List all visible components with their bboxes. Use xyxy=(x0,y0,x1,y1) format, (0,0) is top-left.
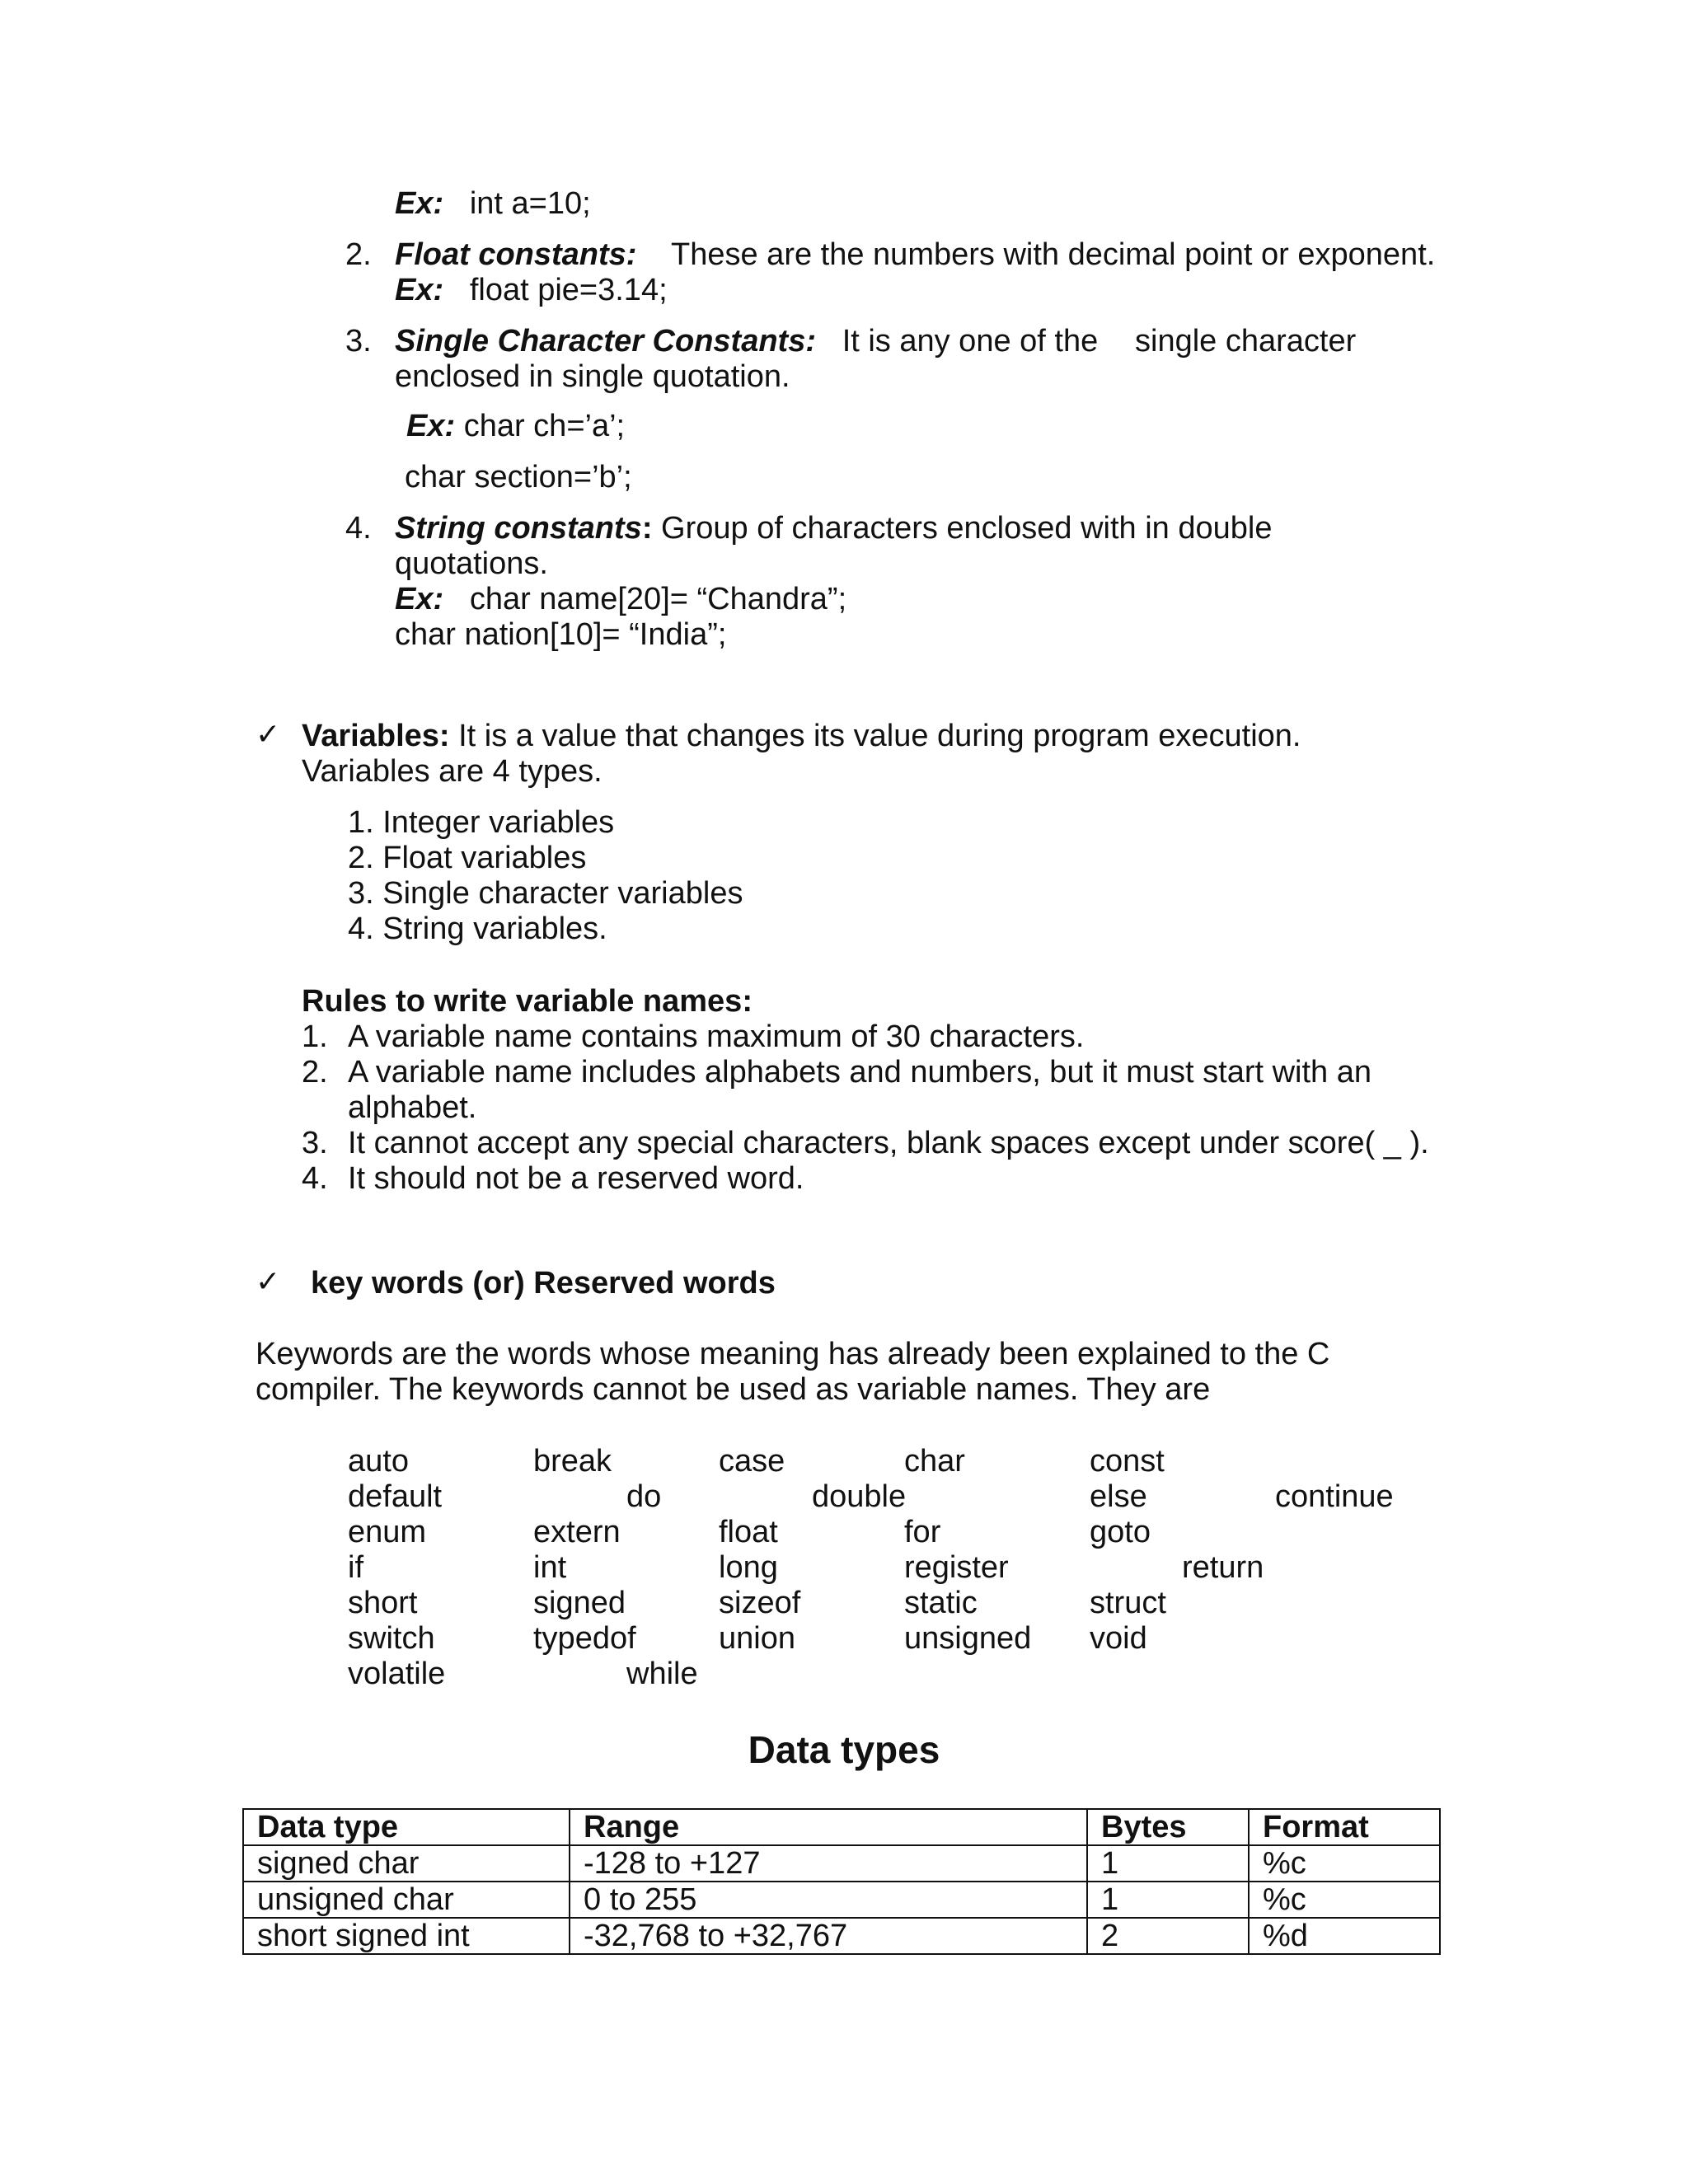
list-number: 4. xyxy=(302,1161,328,1196)
term-desc-continued: single character xyxy=(1135,324,1357,359)
table-cell: %d xyxy=(1249,1918,1440,1954)
list-item: 1. Integer variables xyxy=(348,805,615,840)
table-cell: short signed int xyxy=(243,1918,570,1954)
keyword: long xyxy=(719,1550,778,1585)
keyword: signed xyxy=(533,1586,626,1620)
code-text: char nation[10]= “India”; xyxy=(395,617,727,652)
keyword: void xyxy=(1090,1621,1147,1656)
section-title: key words (or) Reserved words xyxy=(311,1266,776,1301)
list-item: It should not be a reserved word. xyxy=(348,1161,804,1196)
table-cell: 1 xyxy=(1087,1882,1249,1918)
section-title: Variables: xyxy=(302,719,450,753)
term-desc-line2: quotations. xyxy=(395,546,548,581)
checkmark-icon: ✓ xyxy=(256,1265,281,1299)
list-number: 2. xyxy=(345,237,372,272)
section-title: Data types xyxy=(748,1728,940,1771)
ex-label: Ex: xyxy=(395,582,444,616)
list-item: 4. String variables. xyxy=(348,912,607,946)
keyword: volatile xyxy=(348,1657,446,1691)
keyword: return xyxy=(1182,1550,1264,1585)
code-text: char section=’b’; xyxy=(405,460,632,494)
keyword: struct xyxy=(1090,1586,1166,1620)
keyword: typedof xyxy=(533,1621,636,1656)
keyword: char xyxy=(904,1444,965,1479)
keyword: extern xyxy=(533,1515,621,1549)
table-row xyxy=(243,1882,1440,1918)
float-example-line xyxy=(395,274,668,306)
rules-heading: Rules to write variable names: xyxy=(302,984,753,1019)
float-constants-line xyxy=(395,239,1435,270)
ex-label: Ex: xyxy=(406,409,456,443)
keyword: default xyxy=(348,1479,443,1514)
single-char-line xyxy=(395,326,1098,357)
table-cell: -128 to +127 xyxy=(570,1845,1087,1882)
table-cell: 2 xyxy=(1087,1918,1249,1954)
list-item: 2. Float variables xyxy=(348,841,587,875)
keyword: union xyxy=(719,1621,795,1656)
table-cell: signed char xyxy=(243,1845,570,1882)
keyword: while xyxy=(626,1657,698,1691)
keyword: auto xyxy=(348,1444,409,1479)
list-number: 2. xyxy=(302,1055,328,1090)
term-title: String constants xyxy=(395,511,642,546)
section-desc-line2: compiler. The keywords cannot be used as variable names. They are xyxy=(256,1372,1211,1407)
section-desc: It is a value that changes its value during program execution. xyxy=(458,719,1301,753)
table-row xyxy=(243,1845,1440,1882)
term-title: Float constants: xyxy=(395,237,637,272)
table-cell: %c xyxy=(1249,1882,1440,1918)
list-number: 4. xyxy=(345,511,372,546)
table-cell: 1 xyxy=(1087,1845,1249,1882)
code-text: int a=10; xyxy=(469,186,591,221)
column-header: Format xyxy=(1249,1809,1440,1845)
table-cell: 0 to 255 xyxy=(570,1882,1087,1918)
keyword: float xyxy=(719,1515,778,1549)
column-header: Bytes xyxy=(1087,1809,1249,1845)
int-example-line xyxy=(395,188,591,219)
column-header: Range xyxy=(570,1809,1087,1845)
keyword: enum xyxy=(348,1515,427,1549)
keyword: if xyxy=(348,1550,363,1585)
section-desc: Keywords are the words whose meaning has already been explained to the C xyxy=(256,1337,1330,1371)
table-cell: %c xyxy=(1249,1845,1440,1882)
keyword: const xyxy=(1090,1444,1165,1479)
term-title: Single Character Constants: xyxy=(395,324,816,359)
keyword: case xyxy=(719,1444,785,1479)
ex-label: Ex: xyxy=(395,186,444,221)
column-header: Data type xyxy=(243,1809,570,1845)
keyword: sizeof xyxy=(719,1586,801,1620)
keyword: short xyxy=(348,1586,418,1620)
code-text: char ch=’a’; xyxy=(463,409,626,443)
term-desc: These are the numbers with decimal point or exponent. xyxy=(671,237,1436,272)
table-row xyxy=(243,1918,1440,1954)
section-desc-line2: Variables are 4 types. xyxy=(302,754,603,789)
keyword: break xyxy=(533,1444,612,1479)
term-desc-line2: enclosed in single quotation. xyxy=(395,359,790,394)
term-desc: Group of characters enclosed with in double xyxy=(661,511,1273,546)
term-colon: : xyxy=(641,511,653,546)
list-item: 3. Single character variables xyxy=(348,876,743,911)
list-item: A variable name contains maximum of 30 characters. xyxy=(348,1019,1085,1054)
list-item-continued: alphabet. xyxy=(348,1090,477,1125)
list-item: It cannot accept any special characters, blank spaces except under score( _ ). xyxy=(348,1126,1429,1160)
list-item: A variable name includes alphabets and numbers, but it must start with an xyxy=(348,1055,1372,1090)
string-constants-line xyxy=(395,513,1272,544)
code-text: float pie=3.14; xyxy=(469,273,668,307)
table-cell: -32,768 to +32,767 xyxy=(570,1918,1087,1954)
data-types-table xyxy=(242,1808,1441,1955)
variables-heading-line xyxy=(302,720,1301,752)
string-example-line xyxy=(395,583,846,615)
keyword: else xyxy=(1090,1479,1147,1514)
list-number: 1. xyxy=(302,1019,328,1054)
single-char-example-line xyxy=(406,410,625,442)
keyword: goto xyxy=(1090,1515,1151,1549)
keyword: switch xyxy=(348,1621,435,1656)
keyword: for xyxy=(904,1515,941,1549)
keyword: int xyxy=(533,1550,567,1585)
table-cell: unsigned char xyxy=(243,1882,570,1918)
list-number: 3. xyxy=(345,324,372,359)
keyword: continue xyxy=(1275,1479,1394,1514)
keyword: unsigned xyxy=(904,1621,1032,1656)
ex-label: Ex: xyxy=(395,273,444,307)
list-number: 3. xyxy=(302,1126,328,1160)
keyword: static xyxy=(904,1586,978,1620)
table-header-row xyxy=(243,1809,1440,1845)
keyword: register xyxy=(904,1550,1009,1585)
keyword: double xyxy=(812,1479,907,1514)
term-desc: It is any one of the xyxy=(842,324,1099,359)
checkmark-icon: ✓ xyxy=(256,718,281,752)
code-text: char name[20]= “Chandra”; xyxy=(469,582,847,616)
keyword: do xyxy=(626,1479,662,1514)
